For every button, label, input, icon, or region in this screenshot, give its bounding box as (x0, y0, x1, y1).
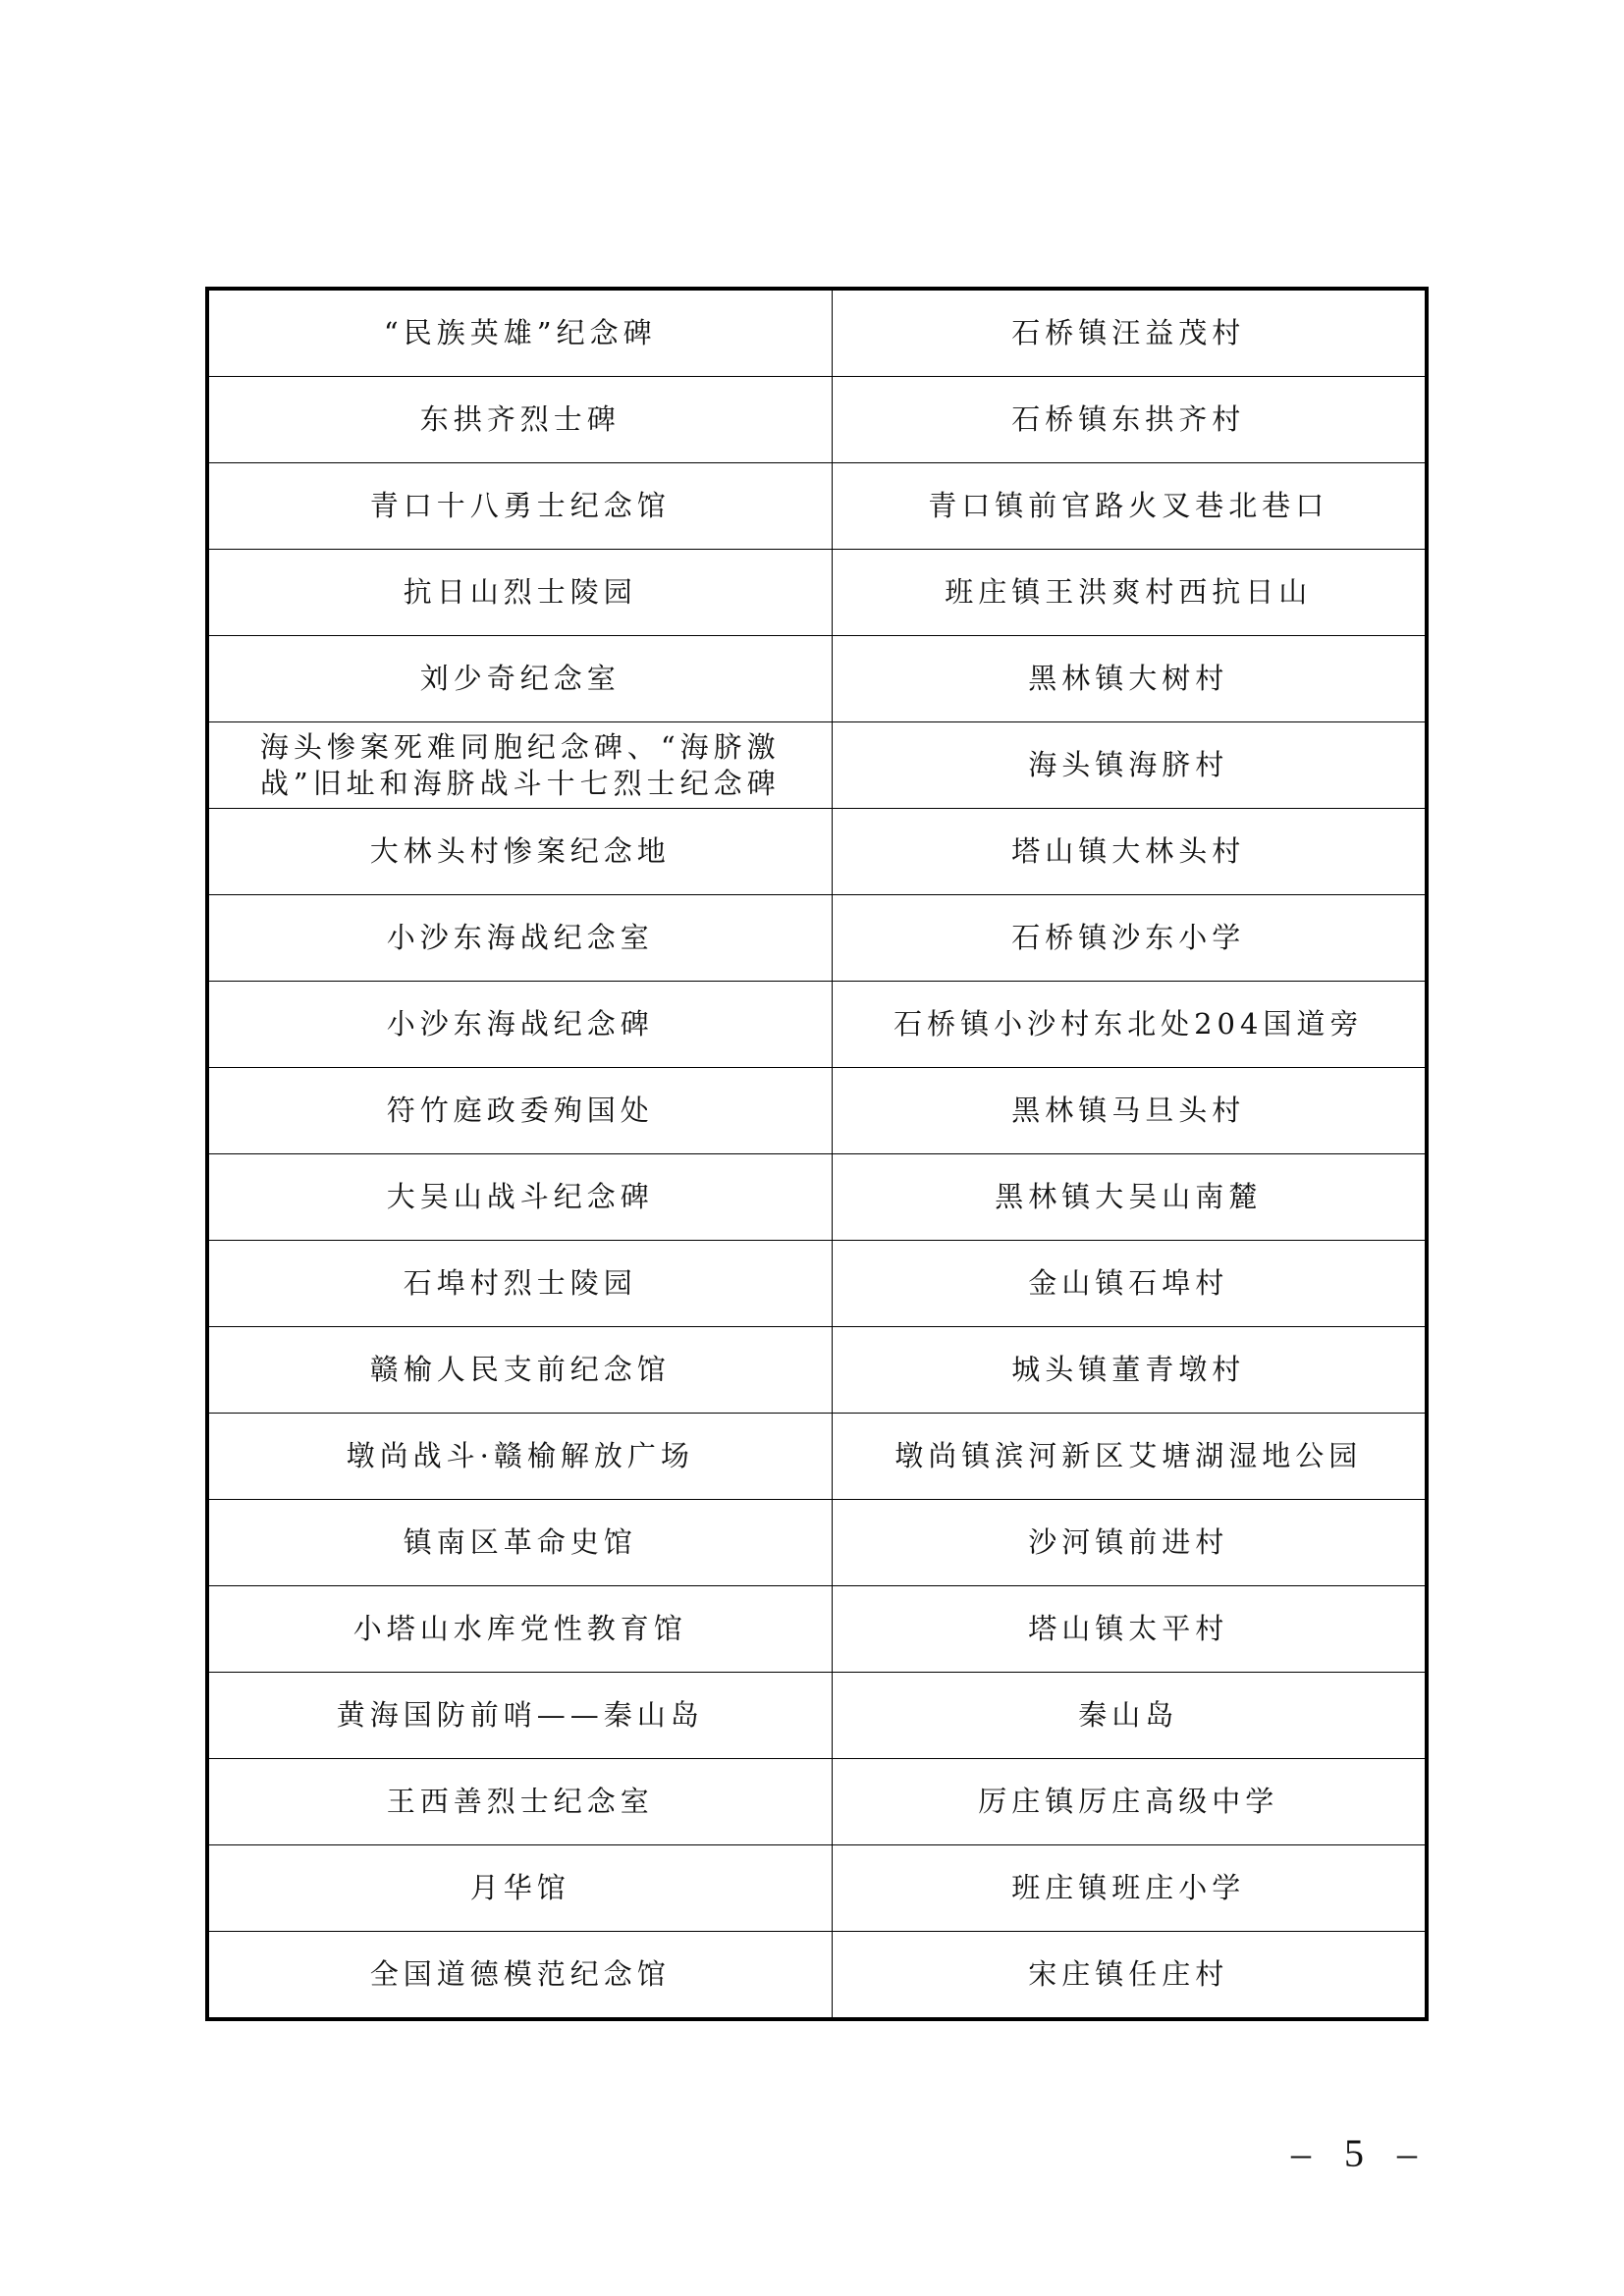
site-name-cell: 刘少奇纪念室 (207, 636, 832, 722)
site-location-cell: 石桥镇小沙村东北处204国道旁 (832, 982, 1427, 1068)
site-name-cell: 青口十八勇士纪念馆 (207, 463, 832, 550)
table-row (207, 809, 1427, 895)
table-row (207, 1586, 1427, 1673)
site-name-cell: 东拱齐烈士碑 (207, 377, 832, 463)
site-name-cell: 墩尚战斗·赣榆解放广场 (207, 1414, 832, 1500)
site-location-cell: 石桥镇东拱齐村 (832, 377, 1427, 463)
table-row (207, 722, 1427, 809)
table-row (207, 1327, 1427, 1414)
site-name-cell: 大吴山战斗纪念碑 (207, 1154, 832, 1241)
site-location-cell: 海头镇海脐村 (832, 722, 1427, 809)
site-location-cell: 黑林镇马旦头村 (832, 1068, 1427, 1154)
table-row (207, 1068, 1427, 1154)
site-name-cell: 王西善烈士纪念室 (207, 1759, 832, 1845)
site-location-cell: 厉庄镇厉庄高级中学 (832, 1759, 1427, 1845)
site-location-cell: 沙河镇前进村 (832, 1500, 1427, 1586)
site-name-cell: 海头惨案死难同胞纪念碑、“海脐激战”旧址和海脐战斗十七烈士纪念碑 (207, 722, 832, 809)
site-name-cell: 小沙东海战纪念碑 (207, 982, 832, 1068)
table-row (207, 1500, 1427, 1586)
site-name-cell: 全国道德模范纪念馆 (207, 1932, 832, 2020)
site-name-cell: 黄海国防前哨——秦山岛 (207, 1673, 832, 1759)
site-location-cell: 秦山岛 (832, 1673, 1427, 1759)
site-location-cell: 塔山镇太平村 (832, 1586, 1427, 1673)
table-row (207, 1845, 1427, 1932)
site-location-cell: 金山镇石埠村 (832, 1241, 1427, 1327)
site-name-cell: 镇南区革命史馆 (207, 1500, 832, 1586)
table-row (207, 463, 1427, 550)
site-name-cell: 抗日山烈士陵园 (207, 550, 832, 636)
table-row (207, 895, 1427, 982)
site-name-cell: 石埠村烈士陵园 (207, 1241, 832, 1327)
table-row (207, 1154, 1427, 1241)
site-location-cell: 塔山镇大林头村 (832, 809, 1427, 895)
site-location-cell: 黑林镇大树村 (832, 636, 1427, 722)
site-location-cell: 班庄镇班庄小学 (832, 1845, 1427, 1932)
table-row (207, 636, 1427, 722)
site-location-cell: 石桥镇沙东小学 (832, 895, 1427, 982)
site-name-cell: 符竹庭政委殉国处 (207, 1068, 832, 1154)
table-row (207, 982, 1427, 1068)
memorial-sites-table (205, 287, 1429, 2021)
page-number: – 5 – (1291, 2131, 1429, 2175)
site-name-cell: 小沙东海战纪念室 (207, 895, 832, 982)
table-row (207, 377, 1427, 463)
site-location-cell: 青口镇前官路火叉巷北巷口 (832, 463, 1427, 550)
site-location-cell: 班庄镇王洪爽村西抗日山 (832, 550, 1427, 636)
site-location-cell: 宋庄镇任庄村 (832, 1932, 1427, 2020)
site-location-cell: 城头镇董青墩村 (832, 1327, 1427, 1414)
site-location-cell: 黑林镇大吴山南麓 (832, 1154, 1427, 1241)
table-row (207, 1414, 1427, 1500)
table-row (207, 550, 1427, 636)
site-location-cell: 石桥镇汪益茂村 (832, 289, 1427, 377)
site-name-cell: 小塔山水库党性教育馆 (207, 1586, 832, 1673)
site-name-cell: “民族英雄”纪念碑 (207, 289, 832, 377)
table-row (207, 1932, 1427, 2020)
table-row (207, 1759, 1427, 1845)
table-row (207, 289, 1427, 377)
site-name-cell: 赣榆人民支前纪念馆 (207, 1327, 832, 1414)
site-location-cell: 墩尚镇滨河新区艾塘湖湿地公园 (832, 1414, 1427, 1500)
site-name-cell: 月华馆 (207, 1845, 832, 1932)
site-name-cell: 大林头村惨案纪念地 (207, 809, 832, 895)
table-row (207, 1673, 1427, 1759)
table-row (207, 1241, 1427, 1327)
table-body (207, 289, 1427, 2019)
